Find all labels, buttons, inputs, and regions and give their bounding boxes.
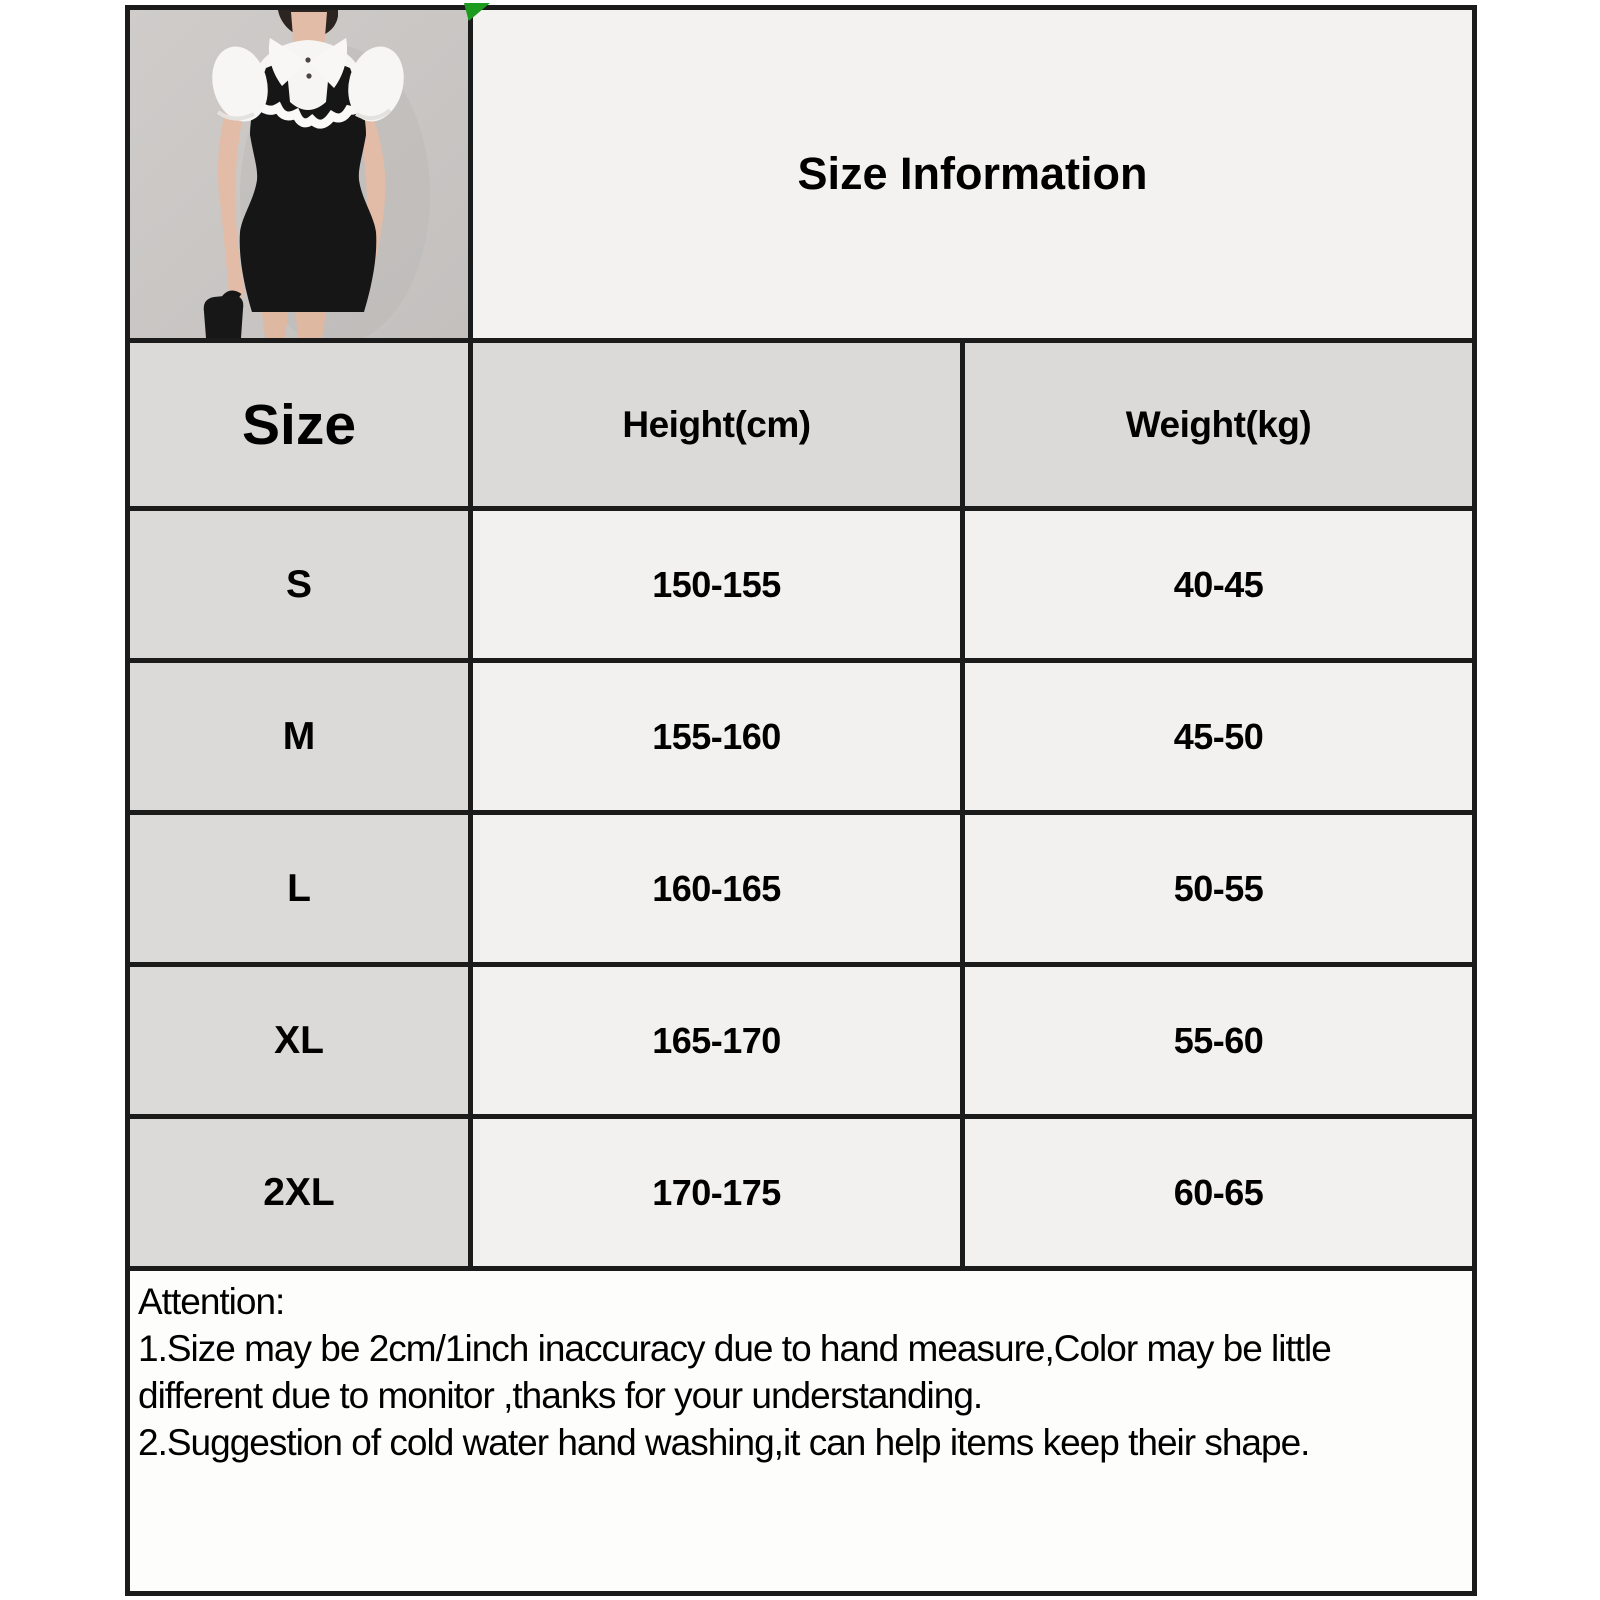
attention-note-1-line-1: 1.Size may be 2cm/1inch inaccuracy due to hand measure,Color may be little: [138, 1327, 1331, 1369]
model-photo-illustration: [130, 10, 468, 338]
handbag: [204, 295, 244, 338]
attention-note: [130, 1271, 1472, 1591]
table-row-size: S: [130, 511, 468, 658]
table-row-height: 165-170: [473, 967, 960, 1114]
table-row-size: XL: [130, 967, 468, 1114]
title-cell: [473, 10, 1472, 338]
size-chart-table: [125, 5, 1477, 1596]
page-title: Size Information: [797, 148, 1148, 199]
table-row-size: 2XL: [130, 1119, 468, 1266]
table-row-weight: 60-65: [965, 1119, 1472, 1266]
table-row-height: 170-175: [473, 1119, 960, 1266]
table-row-height: 155-160: [473, 663, 960, 810]
table-row-size: M: [130, 663, 468, 810]
button: [306, 73, 311, 78]
header-size: Size: [130, 343, 468, 506]
table-row-height: 150-155: [473, 511, 960, 658]
header-height: Height(cm): [473, 343, 960, 506]
table-row-weight: 50-55: [965, 815, 1472, 962]
product-photo: [130, 10, 468, 338]
table-row-weight: 45-50: [965, 663, 1472, 810]
table-row-weight: 40-45: [965, 511, 1472, 658]
header-weight: Weight(kg): [965, 343, 1472, 506]
attention-note-1-line-2: different due to monitor ,thanks for your understanding.: [138, 1374, 983, 1416]
table-row-height: 160-165: [473, 815, 960, 962]
attention-heading: Attention:: [138, 1281, 285, 1322]
table-row-weight: 55-60: [965, 967, 1472, 1114]
button: [305, 57, 310, 62]
attention-note-2: 2.Suggestion of cold water hand washing,it can help items keep their shape.: [138, 1421, 1310, 1463]
table-row-size: L: [130, 815, 468, 962]
